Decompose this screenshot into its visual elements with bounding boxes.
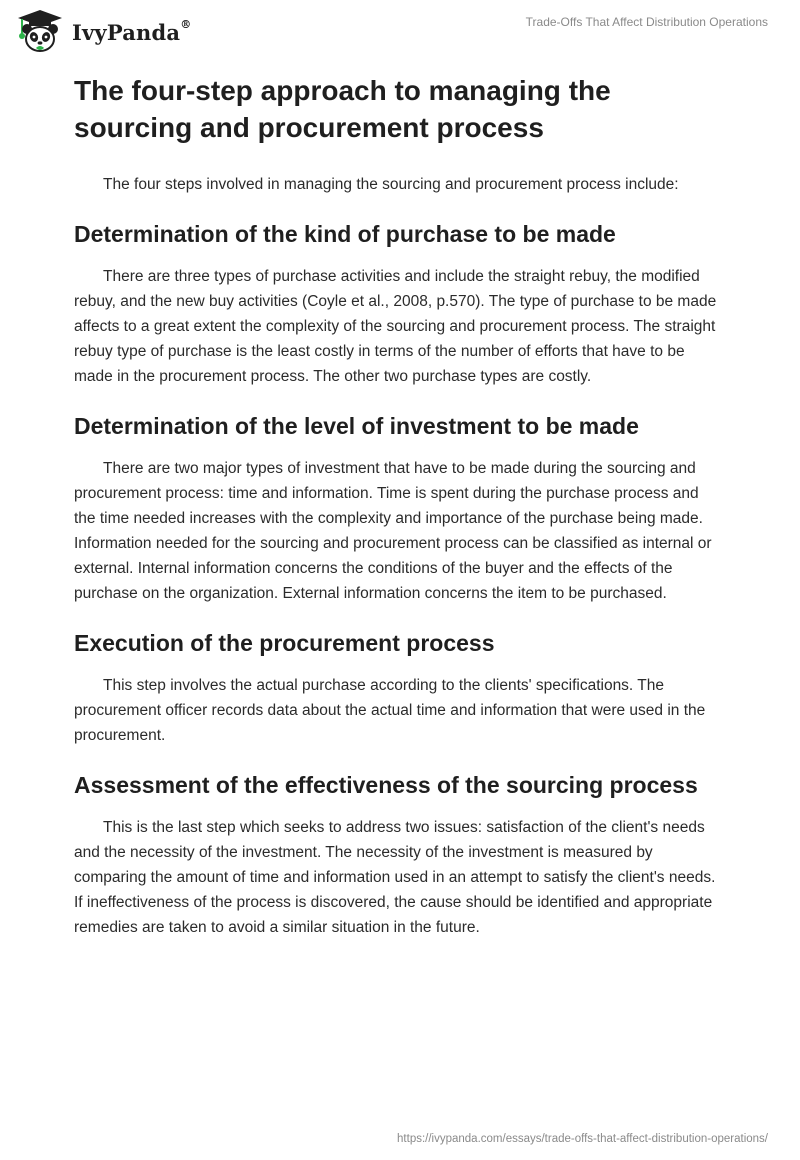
logo-wordmark: IvyPanda® <box>72 17 192 45</box>
section-paragraph: This is the last step which seeks to address two issues: satisfaction of the client's needs and the necessity of the investment. The necessity of the investment is measured by comparing the amount of time and information used in an attempt to satisfy the client's needs. If ineffectiveness of the process is discovered, the cause should be identified and appropriate remedies are taken to avoid a similar situation in the future. <box>74 819 716 936</box>
panda-graduate-icon <box>14 8 66 54</box>
ivypanda-logo[interactable] <box>14 8 191 54</box>
document-title: Trade-Offs That Affect Distribution Operations <box>525 15 768 29</box>
section-paragraph: This step involves the actual purchase according to the clients' specifications. The procurement officer records data about the actual time and information that were used in the procurement. <box>74 677 706 744</box>
section-heading: Determination of the kind of purchase to be made <box>74 221 616 247</box>
source-url[interactable]: https://ivypanda.com/essays/trade-offs-that-affect-distribution-operations/ <box>397 1133 768 1145</box>
section-heading: Execution of the procurement process <box>74 630 495 656</box>
article-title: The four-step approach to managing the sourcing and procurement process <box>74 75 611 143</box>
article-content <box>74 72 722 960</box>
section-paragraph: There are two major types of investment that have to be made during the sourcing and procurement process: time and information. Time is spent during the purchase process and the time needed increases with the complexity and importance of the purchase being made. Information needed for the sourcing and procurement process can be classified as internal or external. Internal information concerns the conditions of the buyer and the effects of the purchase on the organization. External information concerns the item to be purchased. <box>74 460 712 602</box>
section-heading: Assessment of the effectiveness of the sourcing process <box>74 772 698 798</box>
page-header <box>0 0 800 60</box>
section-paragraph: There are three types of purchase activities and include the straight rebuy, the modified rebuy, and the new buy activities (Coyle et al., 2008, p.570). The type of purchase to be made affects to a great extent the complexity of the sourcing and procurement process. The straight rebuy type of purchase is the least costly in terms of the number of efforts that have to be made in the procurement process. The other two purchase types are costly. <box>74 268 717 385</box>
section-heading: Determination of the level of investment to be made <box>74 413 639 439</box>
intro-paragraph: The four steps involved in managing the sourcing and procurement process include: <box>103 176 679 193</box>
